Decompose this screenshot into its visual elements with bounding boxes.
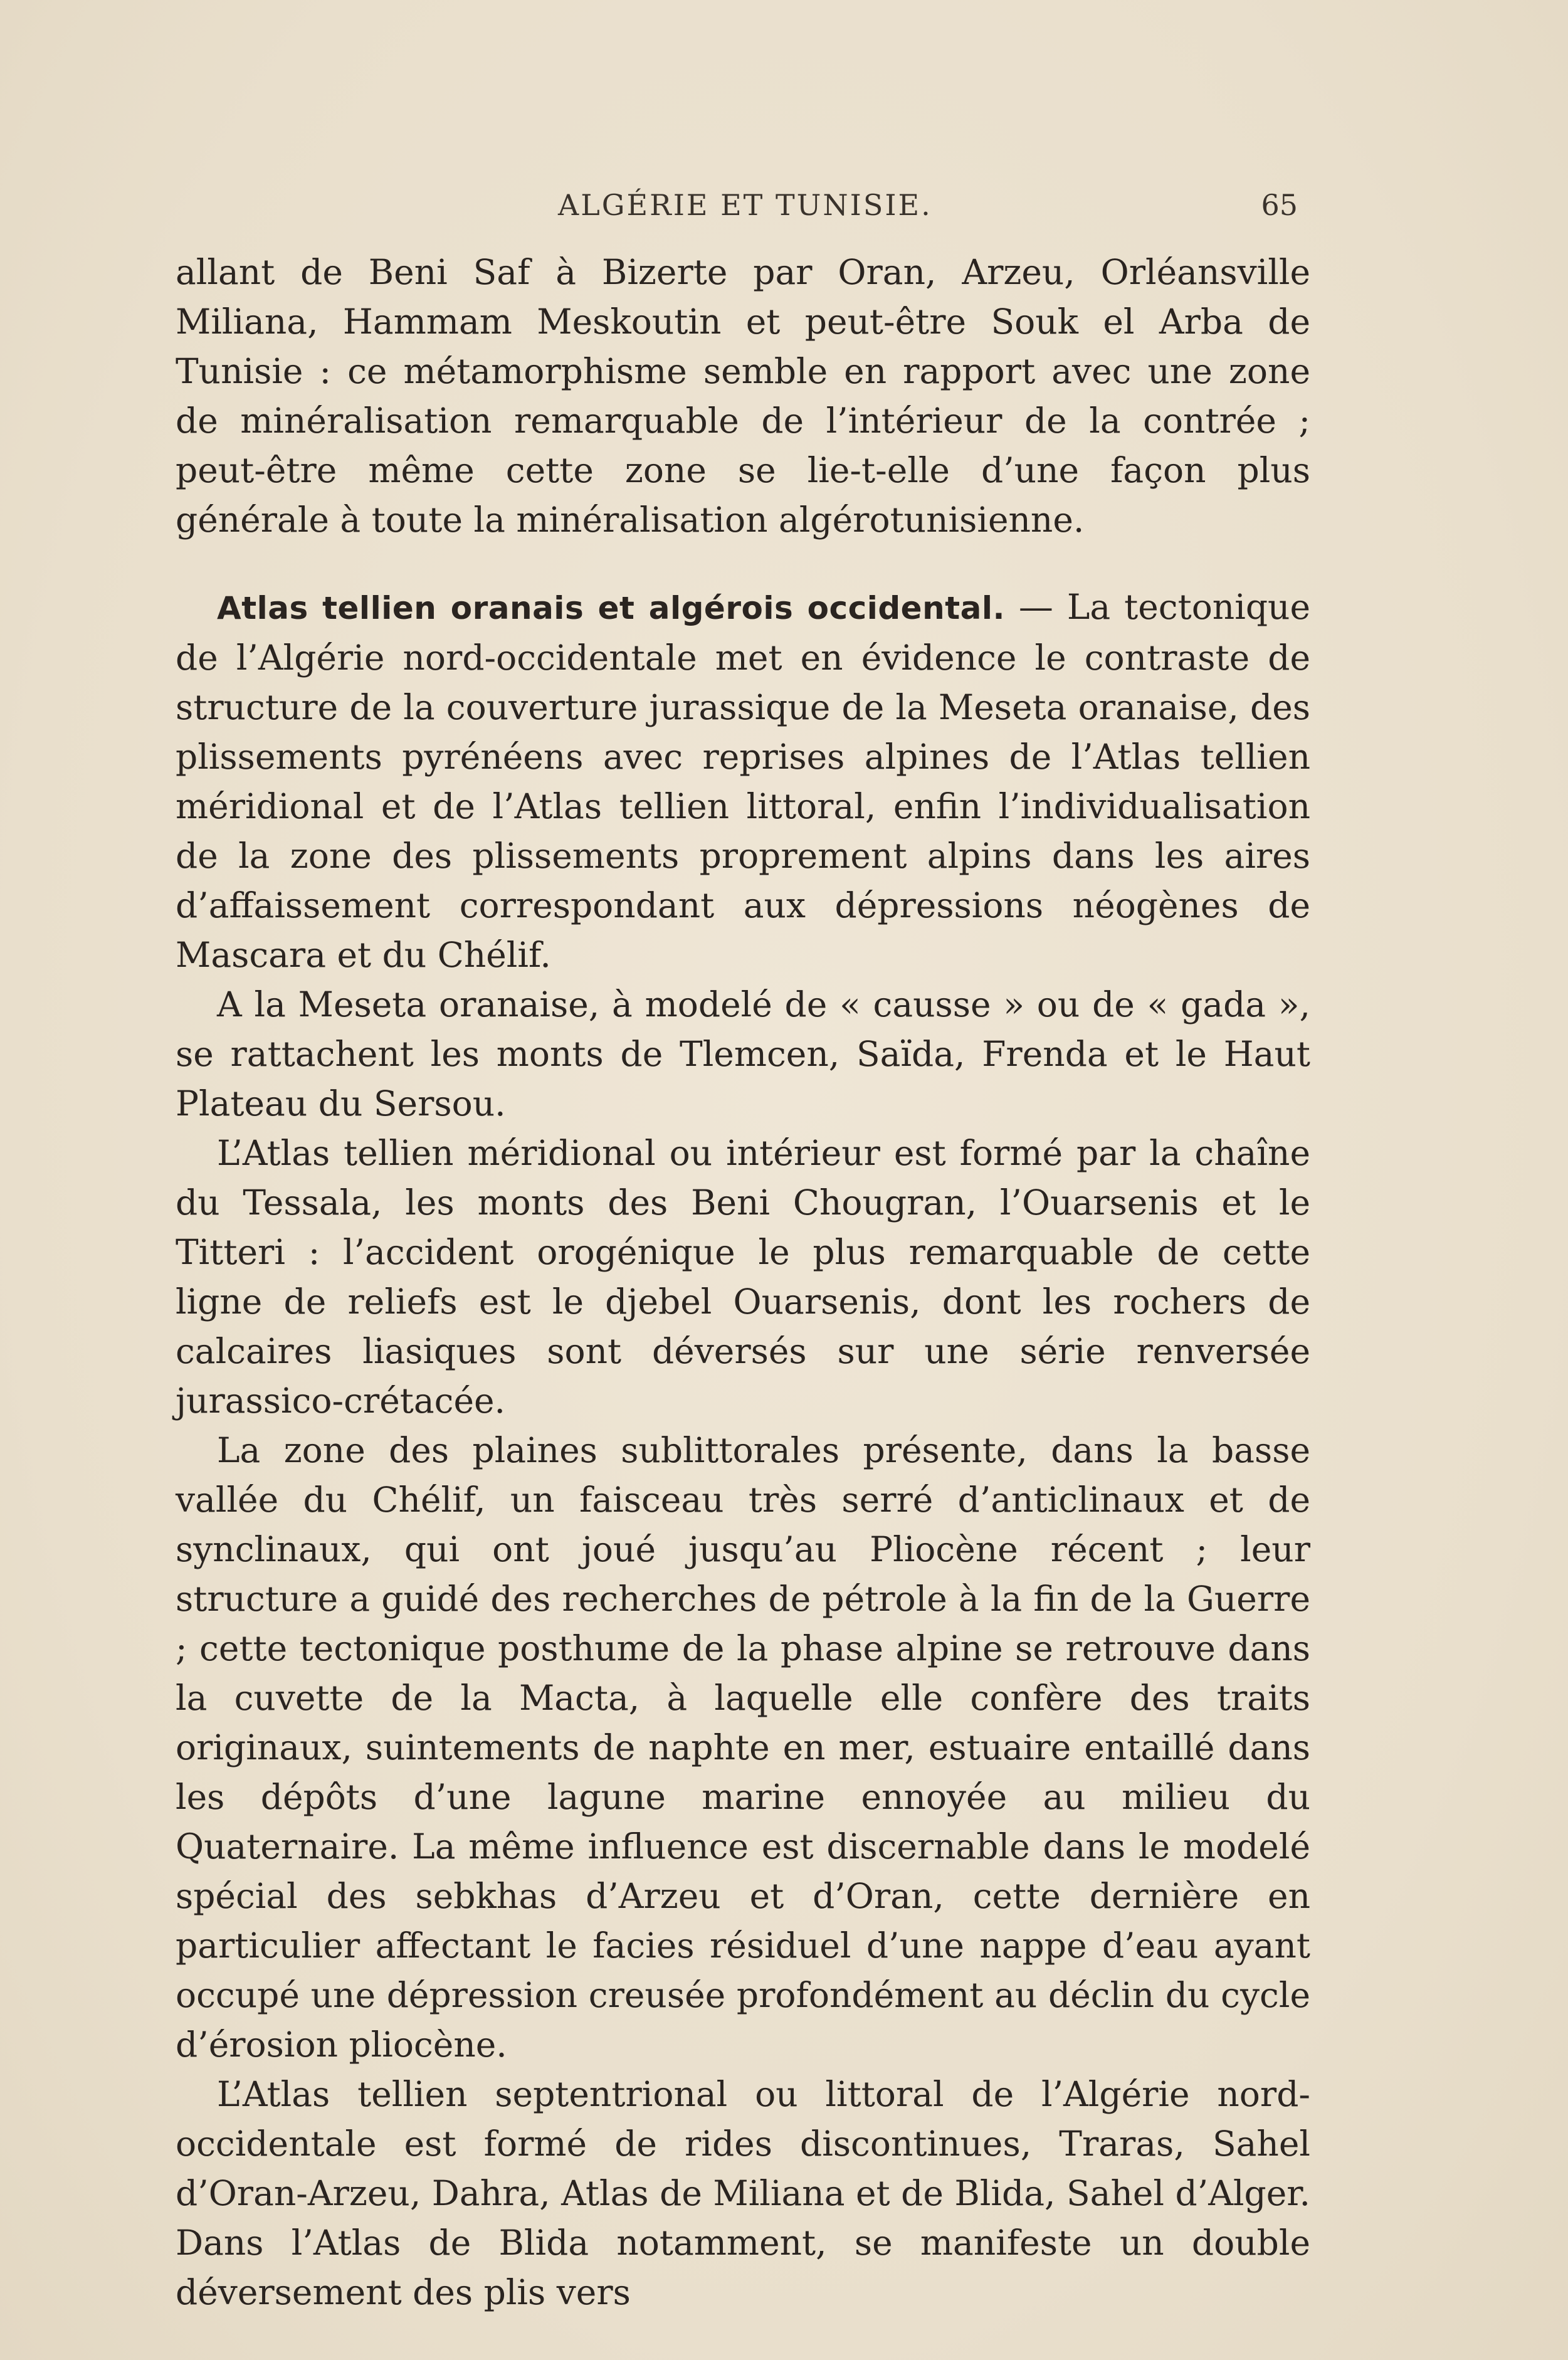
section-paragraph-atlas-tellien (176, 582, 1310, 980)
paragraph-meseta: A la Meseta oranaise, à modelé de « causse » ou de « gada », se rattachent les monts de Tlemcen, Saïda, Frenda et le Haut Plateau du Sersou. (176, 984, 1310, 1124)
paragraph-continuation: allant de Beni Saf à Bizerte par Oran, Arzeu, Orléansville Miliana, Hammam Meskoutin et peut-être Souk el Arba de Tunisie : ce métamorphisme semble en rapport avec une zone de minéralisation remarquable de l’intérieur de la contrée ; peut-être même cette zone se lie-t-elle d’une façon plus générale à toute la minéralisation algérotunisienne. (176, 252, 1310, 540)
paragraph-atlas-septentrional: L’Atlas tellien septentrional ou littoral de l’Algérie nord-occidentale est formé de rides discontinues, Traras, Sahel d’Oran-Arzeu, Dahra, Atlas de Miliana et de Blida, Sahel d’Alger. Dans l’Atlas de Blida notamment, se manifeste un double déversement des plis vers (176, 2074, 1310, 2312)
running-head: ALGÉRIE ET TUNISIE. (558, 188, 932, 222)
paragraph-atlas-meridional: L’Atlas tellien méridional ou intérieur est formé par la chaîne du Tessala, les monts des Beni Chougran, l’Ouarsenis et le Titteri : l’accident orogénique le plus remarquable de cette ligne de reliefs est le djebel Ouarsenis, dont les rochers de calcaires liasiques sont déversés sur une série renversée jurassico-crétacée. (176, 1133, 1310, 1421)
section-body: — La tectonique de l’Algérie nord-occidentale met en évidence le contraste de structure de la couverture jurassique de la Meseta oranaise, des plissements pyrénéens avec reprises alpines de l’Atlas tellien méridional et de l’Atlas tellien littoral, enfin l’individualisation de la zone des plissements proprement alpins dans les aires d’affaissement correspondant aux dépressions néogènes de Mascara et du Chélif. (176, 587, 1310, 975)
page-number: 65 (1261, 188, 1298, 222)
paragraph-plaines-sublittorales: La zone des plaines sublittorales présente, dans la basse vallée du Chélif, un faisceau très serré d’anticlinaux et de synclinaux, qui ont joué jusqu’au Pliocène récent ; leur structure a guidé des recherches de pétrole à la fin de la Guerre ; cette tectonique posthume de la phase alpine se retrouve dans la cuvette de la Macta, à laquelle elle confère des traits originaux, suintements de naphte en mer, estuaire entaillé dans les dépôts d’une lagune marine ennoyée au milieu du Quaternaire. La même influence est discernable dans le modelé spécial des sebkhas d’Arzeu et d’Oran, cette dernière en particulier affectant le facies résiduel d’une nappe d’eau ayant occupé une dépression creusée profondément au déclin du cycle d’érosion pliocène. (176, 1430, 1310, 2065)
page-header (176, 188, 1298, 232)
section-title: Atlas tellien oranais et algérois occidental. (217, 590, 1005, 626)
body-text (176, 248, 1310, 2317)
